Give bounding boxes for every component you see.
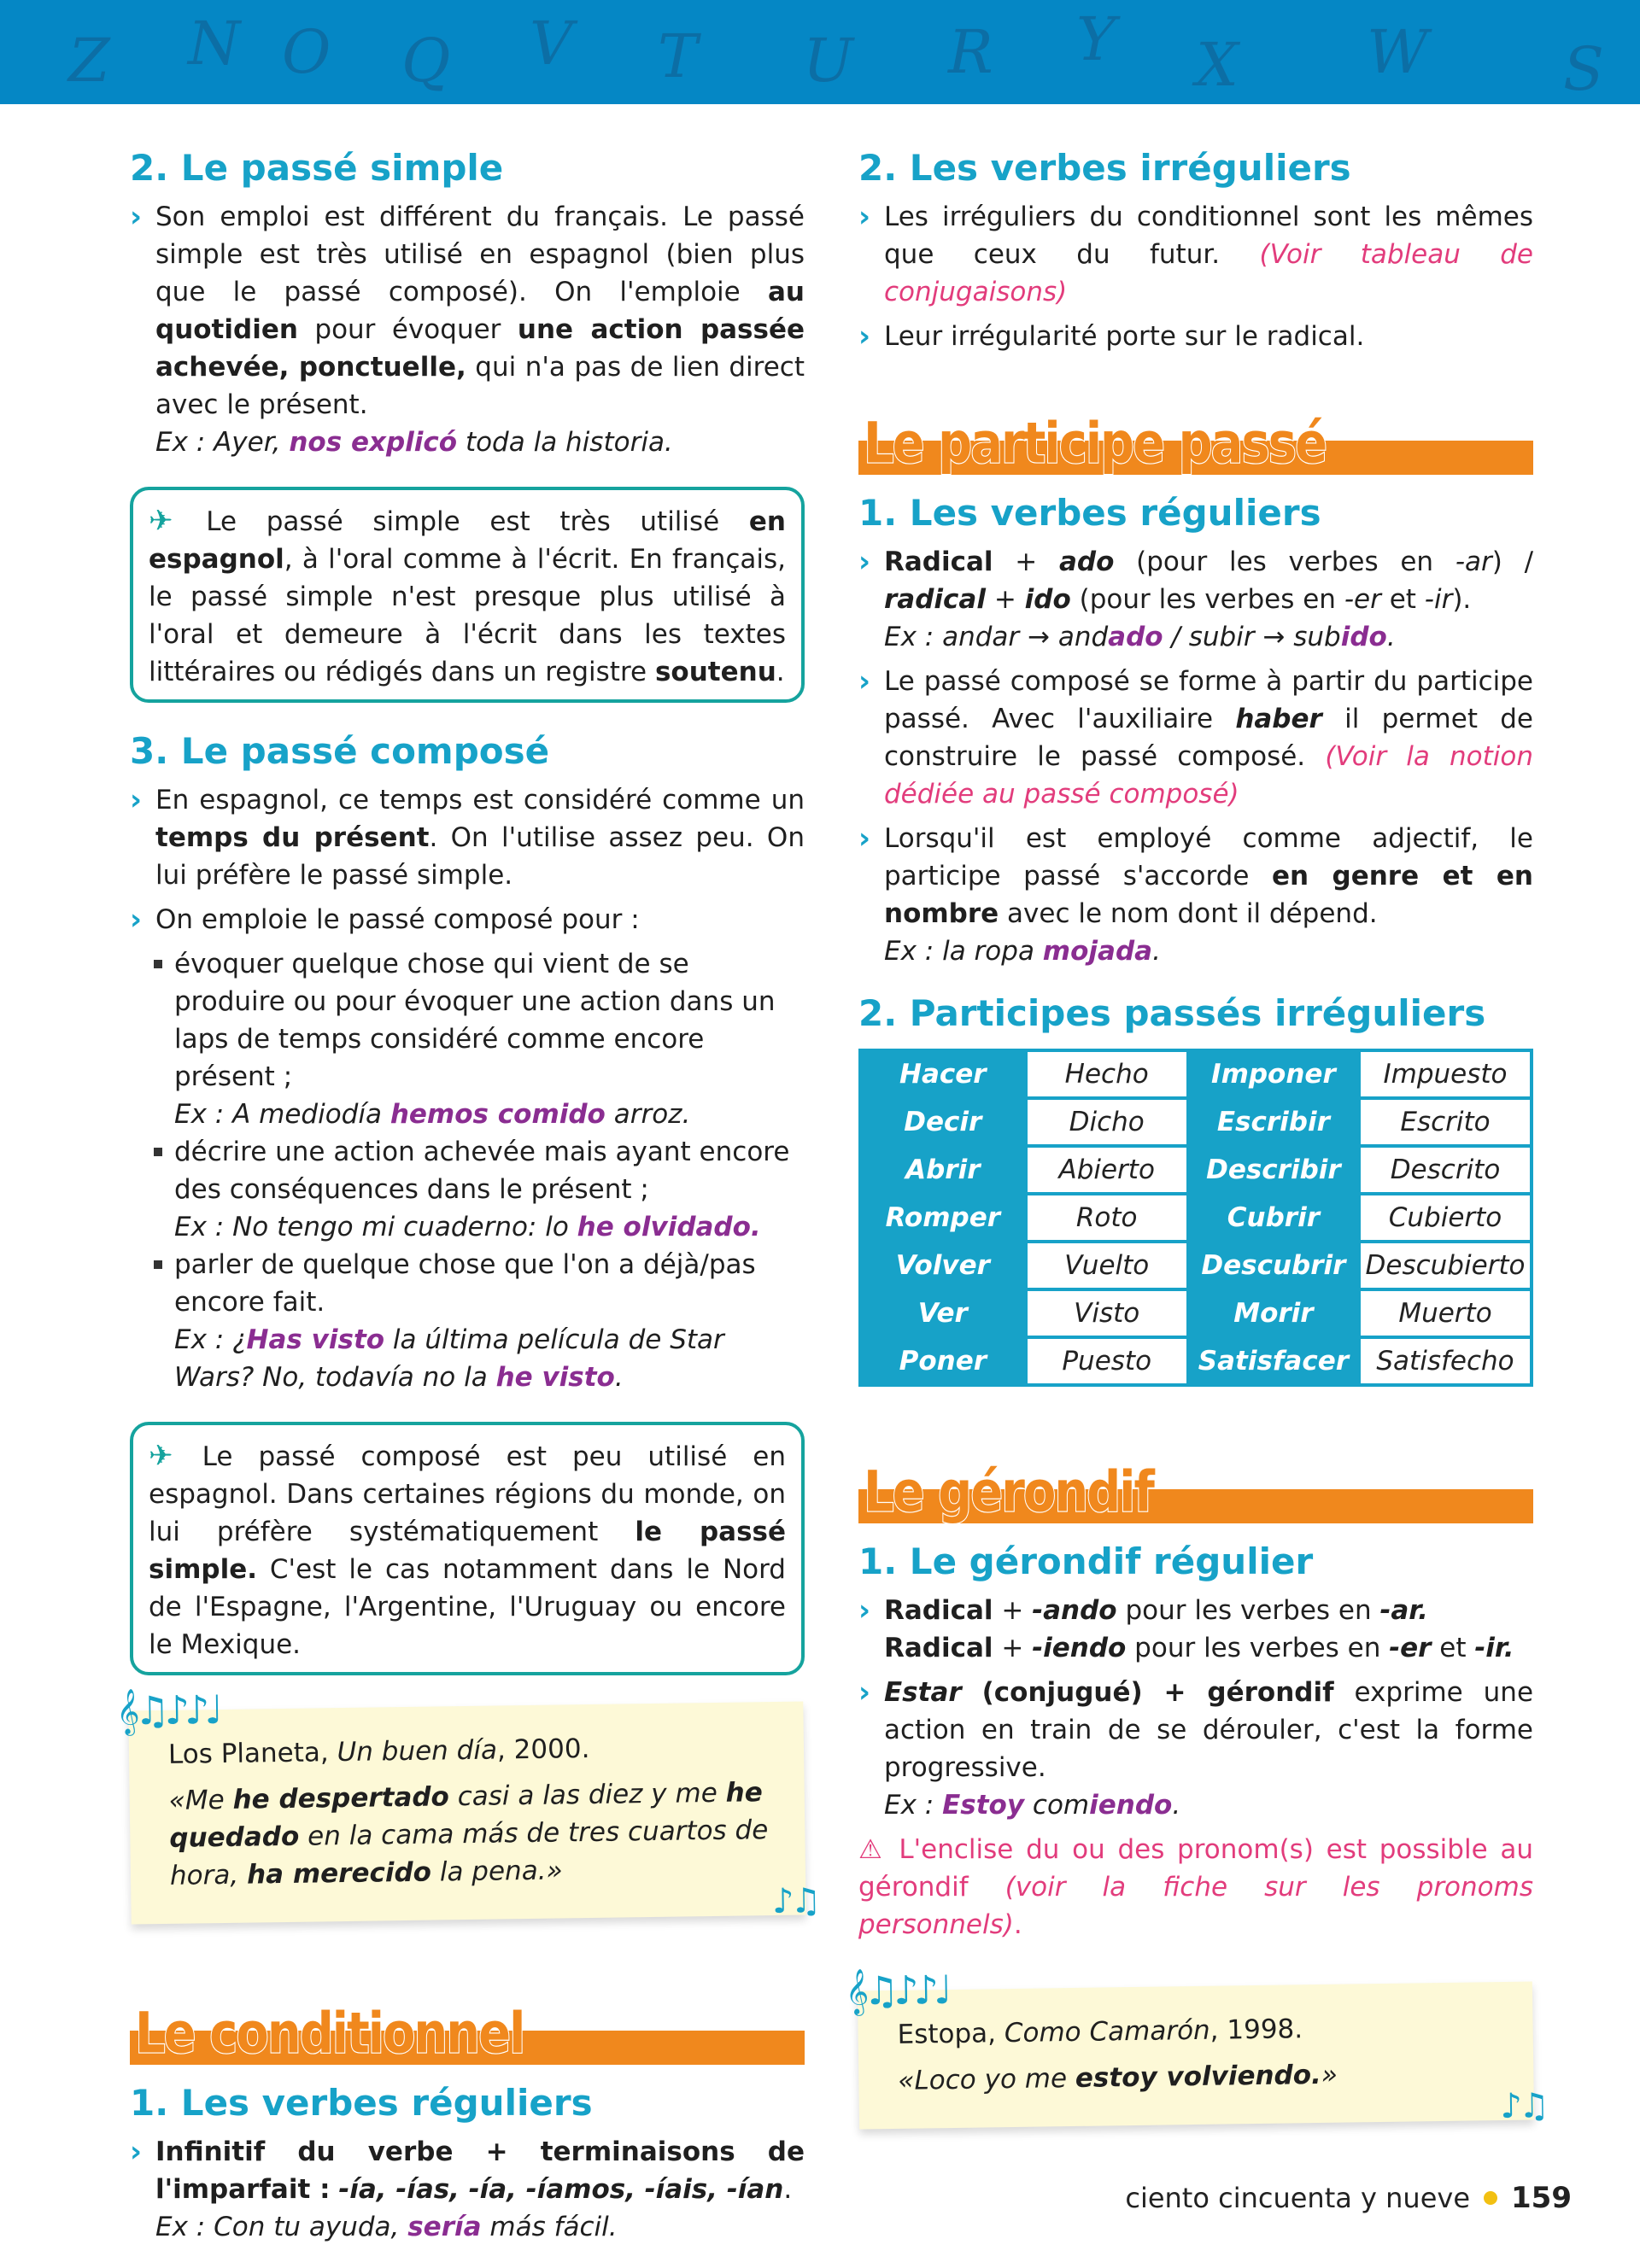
plane-icon: ✈ [149, 1439, 190, 1473]
bullet [858, 1592, 1533, 1667]
chevron-icon: › [130, 903, 143, 937]
chevron-icon: › [858, 545, 871, 579]
music-notes-icon: 𝄞♫♪♪♩ [115, 1686, 219, 1734]
irreguliers-heading: 2. Les verbes irréguliers [858, 147, 1351, 189]
table-row [862, 1100, 1530, 1144]
song-card [845, 1967, 1547, 2129]
page-footer [1125, 2181, 1572, 2215]
text: . [776, 657, 785, 687]
list-item [130, 1246, 805, 1396]
text: (pour les verbes en [1079, 584, 1336, 615]
page-number-words: ciento cincuenta y nueve [1125, 2182, 1471, 2214]
text: Estopa, [897, 2018, 997, 2050]
bullet [130, 198, 805, 461]
text: . [1013, 1909, 1022, 1940]
text: L'enclise du ou des pronom(s) est possible au gérondif [858, 1834, 1533, 1903]
banner-letter: Q [401, 26, 451, 96]
bold-text: Radical [884, 1595, 993, 1626]
passe-simple-heading: 2. Le passé simple [130, 147, 504, 189]
infinitive-cell: Hacer [862, 1052, 1024, 1096]
text: . [1172, 1790, 1181, 1821]
passe-compose-heading: 3. Le passé composé [130, 730, 550, 772]
text: + [993, 584, 1016, 615]
banner-letter: Z [68, 26, 110, 96]
text: «Me [168, 1784, 225, 1816]
text: Ex : andar → and [884, 622, 1109, 652]
page-number: 159 [1511, 2181, 1572, 2215]
text: qui n'a pas de lien direct avec le présent. [155, 352, 805, 420]
text: , à l'oral comme à l'écrit. En français, le passé simple n'est presque plus utilisé à l'oral et demeure à l'écrit dans les textes littéraires ou rédigés dans un registre [149, 544, 786, 687]
infinitive-cell: Imponer [1190, 1052, 1357, 1096]
text: Ex : Con tu ayuda, [155, 2212, 400, 2242]
text: On emploie le passé composé pour : [155, 904, 640, 935]
participle-cell: Satisfecho [1361, 1339, 1530, 1383]
text: -er [1344, 584, 1381, 615]
bold-text: en espagnol [149, 506, 787, 575]
bold-text: ado [1058, 547, 1115, 577]
text: com [1024, 1790, 1090, 1821]
text: Le passé composé se forme à partir du participe passé. Avec l'auxiliaire [884, 666, 1533, 734]
song-credit [168, 1727, 770, 1774]
infinitive-cell: Decir [862, 1100, 1024, 1144]
text: Ex : ¿ [174, 1324, 247, 1355]
text: casi a las diez y me [457, 1777, 718, 1813]
text: Ex : A mediodía [174, 1099, 382, 1130]
chevron-icon: › [858, 1593, 871, 1628]
bold-text: -ar. [1379, 1595, 1428, 1626]
text: avec le nom dont il dépend. [1007, 898, 1378, 929]
square-bullet-icon [154, 960, 162, 968]
music-notes-icon: ♪♫ [771, 1881, 818, 1922]
bold-text: temps du présent [155, 822, 430, 853]
highlight: Estoy [942, 1790, 1025, 1821]
text: En espagnol, ce temps est considéré comme un [155, 785, 805, 815]
infinitive-cell: Describir [1190, 1148, 1357, 1192]
banner-letter: R [948, 17, 993, 87]
banner-letter: T [658, 21, 698, 91]
infinitive-cell: Volver [862, 1243, 1024, 1288]
text: + [1001, 1633, 1024, 1663]
highlight: ido [1340, 622, 1387, 652]
text: la pena.» [439, 1855, 563, 1888]
participle-cell: Hecho [1028, 1052, 1186, 1096]
banner-letter: S [1563, 34, 1604, 104]
participle-cell: Escrito [1361, 1100, 1530, 1144]
text: parler de quelque chose que l'on a déjà/pas encore fait. [174, 1249, 756, 1318]
participle-cell: Vuelto [1028, 1243, 1186, 1288]
section-title: Le gérondif [864, 1459, 1153, 1525]
infinitive-cell: Ver [862, 1291, 1024, 1336]
text: Les irréguliers du conditionnel sont les mêmes que ceux du futur. [884, 202, 1533, 270]
irregular-participles-table [858, 1049, 1533, 1387]
participle-cell: Puesto [1028, 1339, 1186, 1383]
bold-text: -ando [1032, 1595, 1117, 1626]
text: pour les verbes en [1125, 1595, 1372, 1626]
text: más fácil. [489, 2212, 618, 2242]
banner-letter: X [1196, 30, 1239, 100]
text: exprime une action en train de se dérouler, c'est la forme progressive. [884, 1677, 1534, 1783]
highlight: sería [407, 2212, 482, 2242]
bold-text: -ía, -ías, -ía, -íamos, -íais, -ían [338, 2174, 784, 2205]
infinitive-cell: Satisfacer [1190, 1339, 1357, 1383]
bold-text: au quotidien [155, 277, 805, 345]
participle-cell: Roto [1028, 1195, 1186, 1240]
bold-text: Estar [884, 1677, 962, 1708]
table-row [862, 1339, 1530, 1383]
infinitive-cell: Cubrir [1190, 1195, 1357, 1240]
highlight: he visto [495, 1362, 615, 1393]
table-row [862, 1243, 1530, 1288]
cross-reference-link[interactable]: (Voir la notion dédiée au passé composé) [884, 741, 1533, 810]
infinitive-cell: Romper [862, 1195, 1024, 1240]
banner-letter: U [803, 26, 853, 96]
chevron-icon: › [858, 200, 871, 234]
music-notes-icon: 𝄞♫♪♪♩ [845, 1967, 948, 2014]
text: Ex : Ayer, [155, 427, 281, 458]
example [174, 1208, 805, 1246]
example [884, 1786, 1533, 1824]
banner-letter: O [282, 17, 331, 87]
text: Ex : la ropa [884, 936, 1034, 967]
text: Ex : No tengo mi cuaderno: lo [174, 1212, 569, 1242]
section-header [130, 1979, 805, 2065]
section-title: Le conditionnel [135, 2001, 524, 2066]
bold-text: (conjugué) + gérondif [981, 1677, 1334, 1708]
text: arroz. [613, 1099, 691, 1130]
text: . On l'utilise assez peu. On lui préfère le passé simple. [155, 822, 805, 891]
bold-text: he despertado [232, 1781, 450, 1815]
song-credit [897, 2008, 1499, 2054]
text: . [1386, 622, 1396, 652]
list-item [130, 1133, 805, 1246]
participle-cell: Visto [1028, 1291, 1186, 1336]
bullet [858, 820, 1533, 970]
text: et [1439, 1633, 1467, 1663]
text: pour les verbes en [1134, 1633, 1381, 1663]
text: , 1998. [1210, 2014, 1303, 2046]
song-quote [898, 2054, 1500, 2100]
bold-text: estoy volviendo. [1075, 2059, 1322, 2094]
warning-icon: ⚠ [858, 1834, 887, 1865]
text: Le passé simple est très utilisé [206, 506, 720, 537]
text: Lorsqu'il est employé comme adjectif, le participe passé s'accorde [884, 823, 1533, 891]
text: pour évoquer [314, 314, 501, 345]
bold-text: en genre et en nombre [884, 861, 1533, 929]
bullet [130, 901, 805, 938]
pp-irreguliers-heading: 2. Participes passés irréguliers [858, 992, 1486, 1034]
text: il permet de construire le passé composé. [884, 704, 1534, 772]
note-box [130, 1422, 805, 1675]
text: et [1389, 584, 1416, 615]
text: . [783, 2174, 793, 2205]
banner-letter: W [1367, 17, 1428, 87]
list-item [130, 945, 805, 1133]
chevron-icon: › [858, 821, 871, 856]
bold-text: ido [1024, 584, 1071, 615]
chevron-icon: › [858, 1675, 871, 1710]
bold-text: Radical [884, 547, 993, 577]
participle-cell: Descubierto [1361, 1243, 1530, 1288]
text: «Loco yo me [898, 2063, 1068, 2096]
bold-text: -er [1389, 1633, 1432, 1663]
participle-cell: Descrito [1361, 1148, 1530, 1192]
bullet [858, 318, 1533, 355]
infinitive-cell: Poner [862, 1339, 1024, 1383]
conditionnel-heading: 1. Les verbes réguliers [130, 2082, 593, 2124]
table-row [862, 1291, 1530, 1336]
text: + [1001, 1595, 1024, 1626]
highlight: hemos comido [390, 1099, 606, 1130]
cross-reference-link[interactable]: (voir la fiche sur les pronoms personnels) [858, 1872, 1533, 1940]
chevron-icon: › [130, 2135, 143, 2169]
text: Le passé composé est peu utilisé en espagnol. Dans certaines régions du monde, on lui préfère systématiquement [149, 1441, 786, 1547]
participe-reguliers-heading: 1. Les verbes réguliers [858, 492, 1321, 534]
participle-cell: Impuesto [1361, 1052, 1530, 1096]
plane-icon: ✈ [149, 504, 195, 538]
chevron-icon: › [130, 783, 143, 817]
bullet [858, 1674, 1533, 1824]
bullet [130, 2133, 805, 2246]
participle-cell: Muerto [1361, 1291, 1530, 1336]
infinitive-cell: Escribir [1190, 1100, 1357, 1144]
example [174, 1321, 805, 1396]
text: » [1321, 2059, 1338, 2090]
bullet [858, 198, 1533, 311]
highlight: he olvidado. [577, 1212, 761, 1242]
square-bullet-icon [154, 1148, 162, 1156]
text: décrire une action achevée mais ayant encore des conséquences dans le présent ; [174, 1137, 790, 1205]
music-notes-icon: ♪♫ [1500, 2086, 1547, 2127]
bullet [130, 781, 805, 894]
chevron-icon: › [858, 319, 871, 354]
bullet [858, 543, 1533, 656]
infinitive-cell: Descubrir [1190, 1243, 1357, 1288]
chevron-icon: › [130, 200, 143, 234]
bold-text: ha merecido [246, 1856, 432, 1891]
table-row [862, 1148, 1530, 1192]
bullet-dot-icon [1484, 2191, 1497, 2205]
bold-text: -iendo [1032, 1633, 1127, 1663]
left-column [115, 137, 818, 2253]
bullet [858, 663, 1533, 813]
bold-text: haber [1235, 704, 1322, 734]
text: C'est le cas notamment dans le Nord de l'Espagne, l'Argentine, l'Uruguay ou encore le Mexique. [149, 1554, 786, 1660]
right-column [845, 137, 1547, 2127]
chevron-icon: › [858, 664, 871, 699]
text: évoquer quelque chose qui vient de se produire ou pour évoquer une action dans un laps de temps considéré comme encore présent ; [174, 949, 776, 1092]
text: ). [1452, 584, 1472, 615]
text: . [614, 1362, 624, 1393]
bold-text: une action passée achevée, ponctuelle, [155, 314, 805, 383]
infinitive-cell: Abrir [862, 1148, 1024, 1192]
banner-letter: N [188, 9, 241, 79]
bold-text: soutenu [654, 657, 776, 687]
banner-letter: Y [1076, 4, 1116, 74]
highlight: ado [1108, 622, 1163, 652]
highlight: Has visto [246, 1324, 385, 1355]
example [884, 618, 1533, 656]
text: / subir → sub [1163, 622, 1341, 652]
banner-letter: V [530, 9, 573, 79]
text: Los Planeta, [167, 1737, 329, 1770]
text: + [1015, 547, 1038, 577]
square-bullet-icon [154, 1260, 162, 1269]
note-box [130, 487, 805, 703]
section-title: Le participe passé [864, 411, 1327, 476]
text: Son emploi est différent du français. Le passé simple est très utilisé en espagnol (bien plus que le passé composé). On l'emploie [155, 202, 805, 307]
highlight: mojada [1042, 936, 1153, 967]
bold-text: -ir. [1474, 1633, 1514, 1663]
example [155, 424, 805, 461]
example [884, 932, 1533, 970]
bold-text: he quedado [169, 1777, 763, 1854]
header-banner [0, 0, 1640, 104]
participle-cell: Cubierto [1361, 1195, 1530, 1240]
text: , 2000. [496, 1733, 590, 1766]
warning-note [858, 1831, 1533, 1944]
song-title: Como Camarón [1004, 2014, 1210, 2049]
song-quote [168, 1774, 771, 1895]
participle-cell: Abierto [1028, 1148, 1186, 1192]
text: Ex : [884, 1790, 934, 1821]
example [155, 2208, 805, 2246]
table-row [862, 1195, 1530, 1240]
song-card [115, 1686, 818, 1924]
text: la última película de Star Wars? No, todavía no la [174, 1324, 724, 1393]
text: (pour les verbes en [1136, 547, 1434, 577]
infinitive-cell: Morir [1190, 1291, 1357, 1336]
table-row [862, 1052, 1530, 1096]
text: -ar [1455, 547, 1492, 577]
section-header [858, 1438, 1533, 1523]
text: -ir [1424, 584, 1453, 615]
bold-text: le passé simple. [149, 1517, 787, 1585]
gerondif-heading: 1. Le gérondif régulier [858, 1540, 1314, 1582]
song-title: Un buen día [337, 1734, 498, 1768]
example [174, 1096, 805, 1133]
bold-text: Infinitif du verbe + terminaisons de l'imparfait : [155, 2136, 805, 2205]
text: Leur irrégularité porte sur le radical. [884, 321, 1365, 352]
text: toda la historia. [465, 427, 673, 458]
highlight: nos explicó [289, 427, 458, 458]
highlight: iendo [1089, 1790, 1173, 1821]
cross-reference-link[interactable]: (Voir tableau de conjugaisons) [884, 239, 1533, 307]
text: . [1152, 936, 1161, 967]
bold-text: radical [884, 584, 986, 615]
text: ) / [1491, 547, 1534, 577]
section-header [858, 389, 1533, 475]
bold-text: Radical [884, 1633, 993, 1663]
text: en la cama más de tres cuartos de hora, [169, 1815, 769, 1891]
participle-cell: Dicho [1028, 1100, 1186, 1144]
